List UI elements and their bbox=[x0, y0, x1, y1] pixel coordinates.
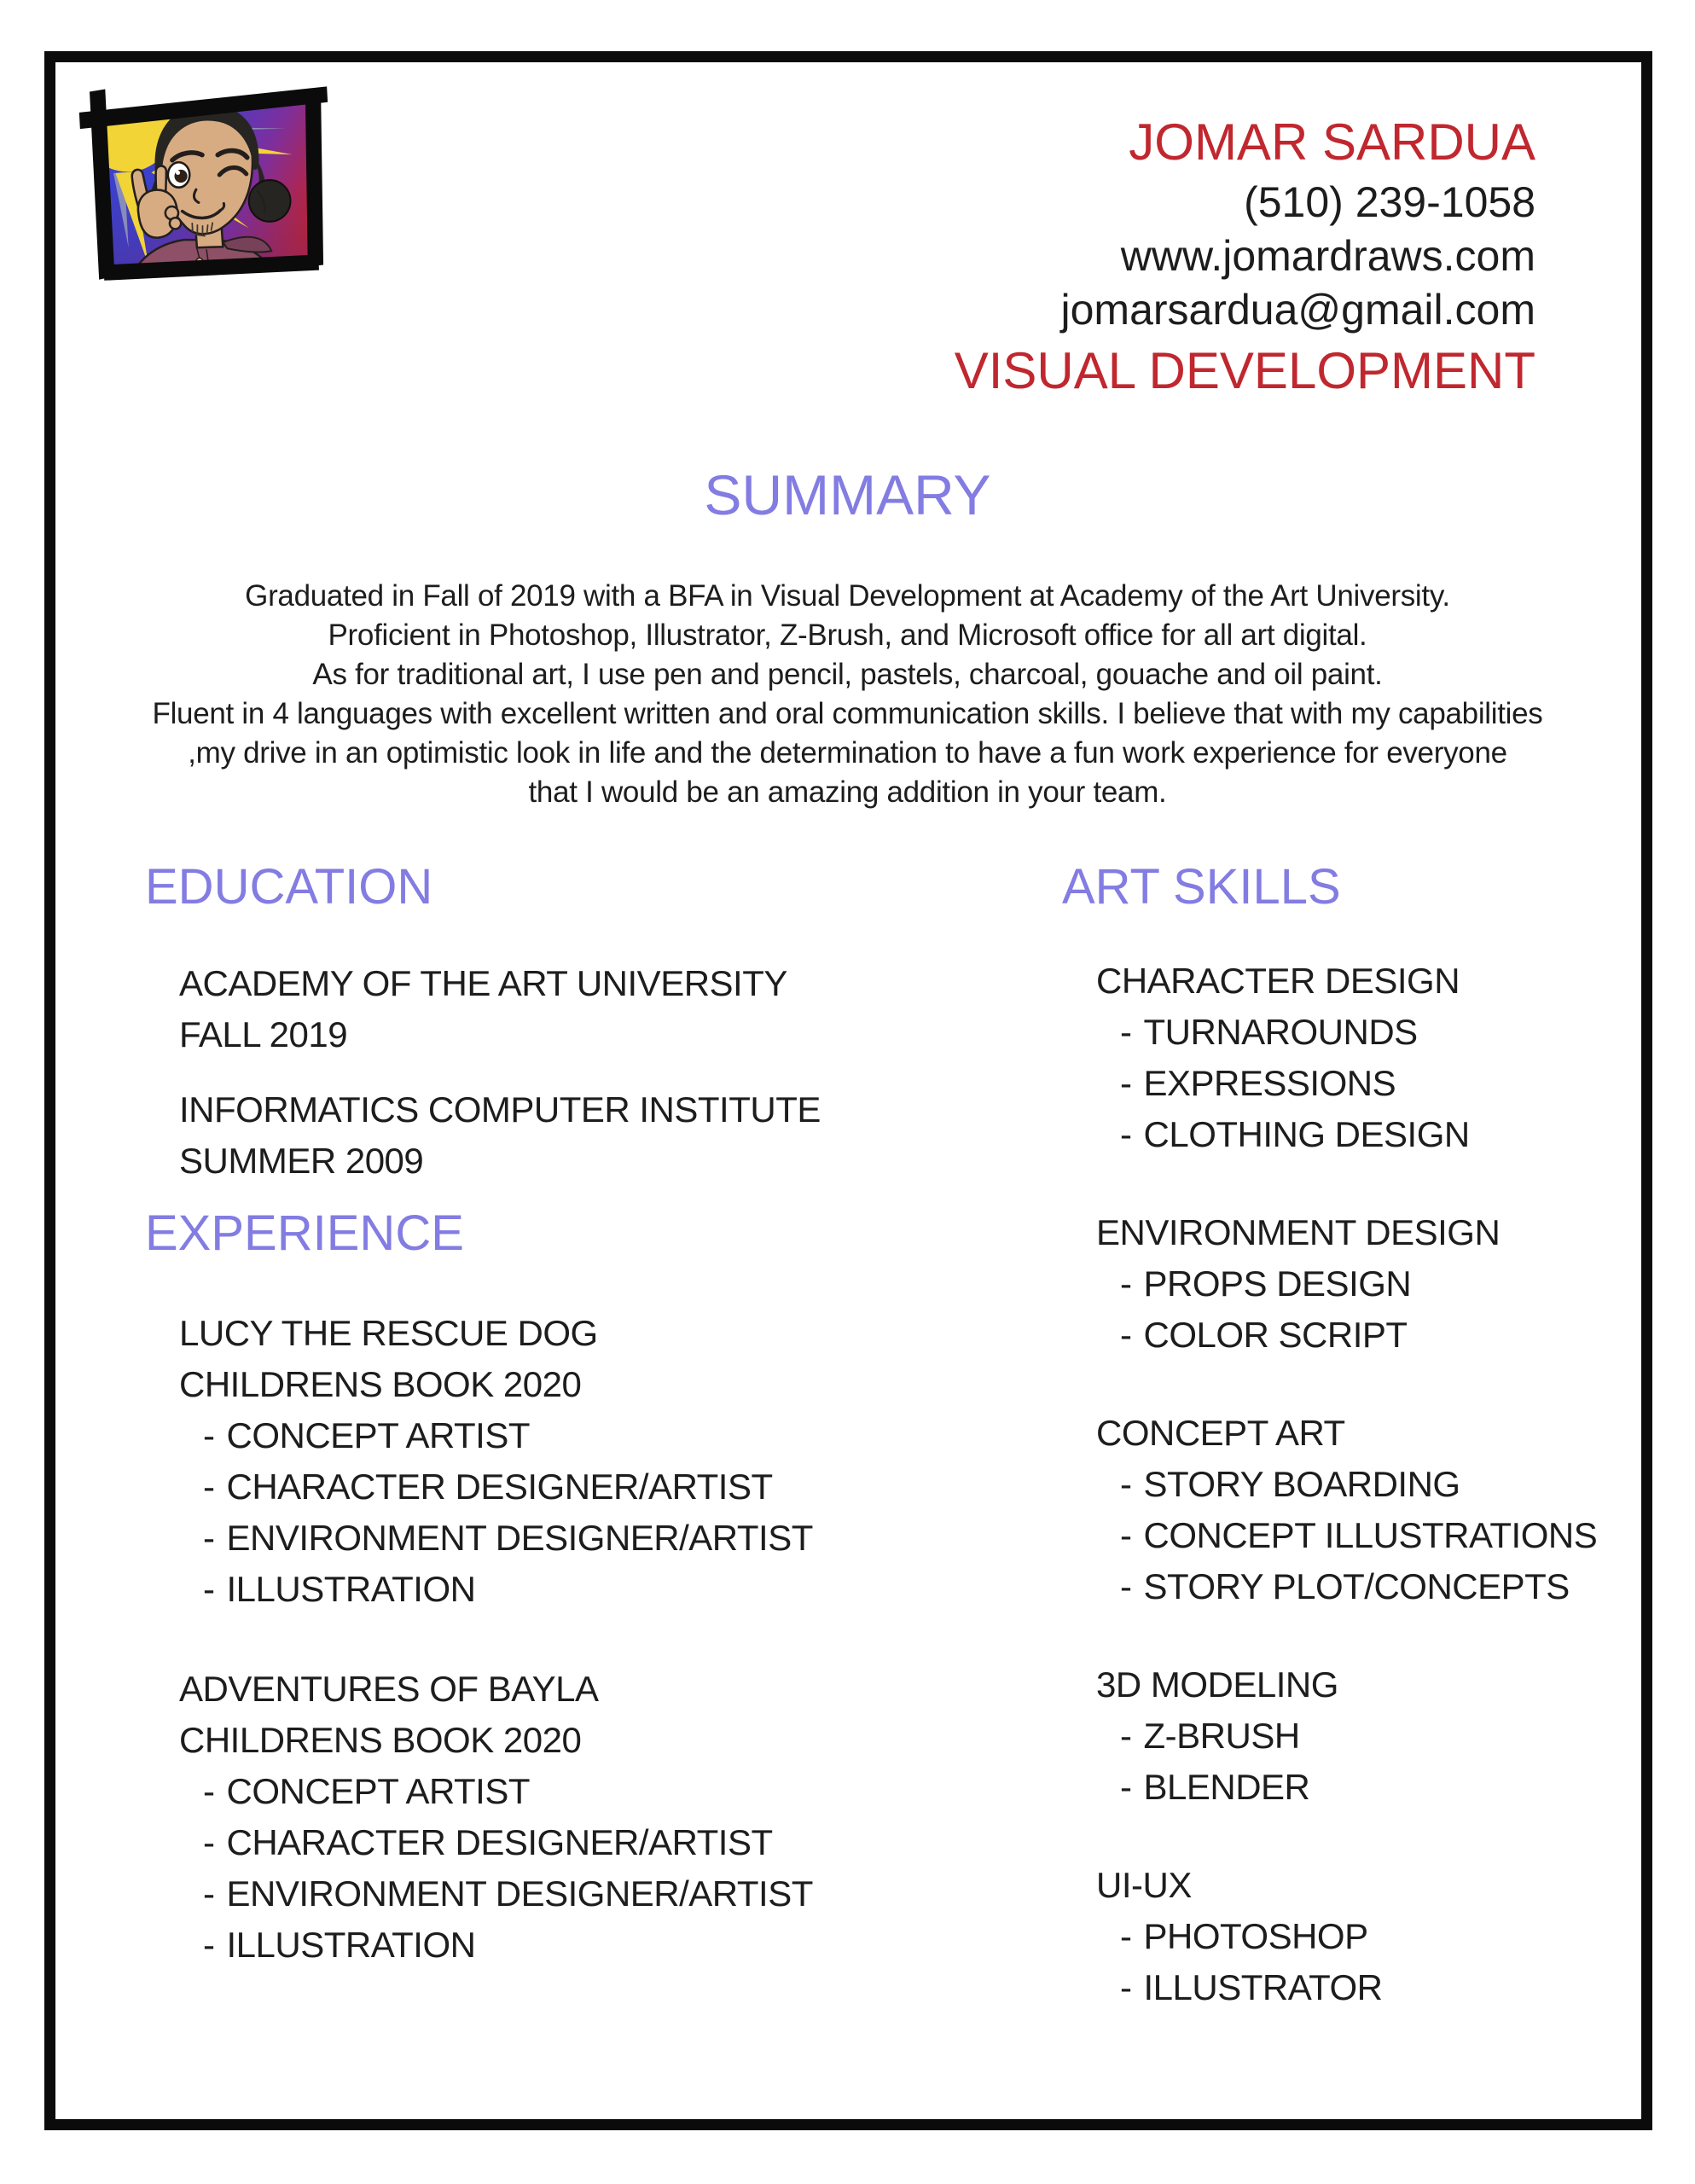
avatar-illustration bbox=[67, 61, 341, 292]
education-date: SUMMER 2009 bbox=[179, 1141, 424, 1181]
skill-group bbox=[1062, 1207, 1651, 1361]
skill-group bbox=[1062, 956, 1651, 1160]
skill-label: Z-BRUSH bbox=[1143, 1716, 1300, 1756]
bullet-dash: - bbox=[1120, 1263, 1132, 1304]
role-label: ENVIRONMENT DESIGNER/ARTIST bbox=[226, 1873, 813, 1914]
summary-paragraph bbox=[0, 577, 1695, 812]
skill-group-name: 3D MODELING bbox=[1096, 1664, 1338, 1705]
bullet-dash: - bbox=[1120, 1515, 1132, 1555]
summary-line: Fluent in 4 languages with excellent written and oral communication skills. I believe that with my capabilities bbox=[152, 697, 1543, 730]
school-name: ACADEMY OF THE ART UNIVERSITY bbox=[179, 963, 787, 1003]
header-contact-block bbox=[955, 109, 1535, 402]
skill-label: TURNAROUNDS bbox=[1143, 1012, 1418, 1052]
skill-item bbox=[1120, 1762, 1651, 1813]
role-label: ILLUSTRATION bbox=[226, 1569, 476, 1609]
skill-item bbox=[1120, 1258, 1651, 1310]
skill-label: COLOR SCRIPT bbox=[1143, 1315, 1408, 1355]
role-label: CONCEPT ARTIST bbox=[226, 1415, 531, 1455]
skill-group-name: CONCEPT ART bbox=[1096, 1413, 1345, 1453]
skill-label: CLOTHING DESIGN bbox=[1143, 1114, 1470, 1154]
profession-title: VISUAL DEVELOPMENT bbox=[954, 342, 1535, 399]
bullet-dash: - bbox=[1120, 1767, 1132, 1807]
bullet-dash: - bbox=[203, 1925, 215, 1965]
summary-line: Graduated in Fall of 2019 with a BFA in Visual Development at Academy of the Art University. bbox=[245, 579, 1450, 613]
skill-label: BLENDER bbox=[1143, 1767, 1310, 1807]
skill-item bbox=[1120, 1911, 1651, 1962]
website-link[interactable]: www.jomardraws.com bbox=[1120, 232, 1535, 280]
bullet-dash: - bbox=[203, 1873, 215, 1914]
skill-group-name: CHARACTER DESIGN bbox=[1096, 961, 1460, 1001]
experience-entry bbox=[145, 1308, 998, 1615]
hair-bun bbox=[249, 180, 291, 222]
skill-item bbox=[1120, 1561, 1651, 1612]
experience-title: LUCY THE RESCUE DOG bbox=[179, 1313, 598, 1353]
education-date: FALL 2019 bbox=[179, 1014, 348, 1054]
skill-item bbox=[1120, 1711, 1651, 1762]
school-name: INFORMATICS COMPUTER INSTITUTE bbox=[179, 1089, 821, 1130]
folded-finger-2 bbox=[170, 218, 181, 229]
skill-group-name: ENVIRONMENT DESIGN bbox=[1096, 1212, 1501, 1252]
bullet-dash: - bbox=[1120, 1464, 1132, 1504]
open-eye bbox=[168, 162, 189, 187]
skill-label: STORY PLOT/CONCEPTS bbox=[1143, 1566, 1570, 1606]
skill-label: STORY BOARDING bbox=[1143, 1464, 1460, 1504]
skill-group bbox=[1062, 1860, 1651, 2013]
role-item bbox=[203, 1410, 998, 1461]
summary-line: Proficient in Photoshop, Illustrator, Z-Brush, and Microsoft office for all art digital. bbox=[328, 619, 1367, 652]
role-label: CHARACTER DESIGNER/ARTIST bbox=[226, 1822, 773, 1862]
skill-label: PROPS DESIGN bbox=[1143, 1263, 1412, 1304]
skill-item bbox=[1120, 1007, 1651, 1058]
bullet-dash: - bbox=[203, 1415, 215, 1455]
phone-number: (510) 239-1058 bbox=[1244, 178, 1535, 226]
experience-subtitle: CHILDRENS BOOK 2020 bbox=[179, 1720, 582, 1760]
bullet-dash: - bbox=[1120, 1916, 1132, 1956]
bullet-dash: - bbox=[1120, 1566, 1132, 1606]
bullet-dash: - bbox=[1120, 1012, 1132, 1052]
role-item bbox=[203, 1564, 998, 1615]
role-item bbox=[203, 1817, 998, 1868]
education-entry bbox=[145, 958, 998, 1060]
bullet-dash: - bbox=[1120, 1315, 1132, 1355]
summary-line: ,my drive in an optimistic look in life and the determination to have a fun work experience for everyone bbox=[188, 736, 1507, 770]
role-item bbox=[203, 1513, 998, 1564]
education-entry bbox=[145, 1084, 998, 1187]
education-section bbox=[145, 958, 998, 1187]
summary-line: As for traditional art, I use pen and pencil, pastels, charcoal, gouache and oil paint. bbox=[312, 658, 1383, 691]
skill-item bbox=[1120, 1310, 1651, 1361]
role-item bbox=[203, 1868, 998, 1920]
summary-heading: SUMMARY bbox=[704, 463, 991, 526]
skill-item bbox=[1120, 1459, 1651, 1510]
bullet-dash: - bbox=[203, 1467, 215, 1507]
role-label: CHARACTER DESIGNER/ARTIST bbox=[226, 1467, 773, 1507]
bullet-dash: - bbox=[1120, 1967, 1132, 2007]
bullet-dash: - bbox=[1120, 1063, 1132, 1103]
bullet-dash: - bbox=[203, 1822, 215, 1862]
skill-item bbox=[1120, 1510, 1651, 1561]
right-column bbox=[1062, 857, 1651, 2013]
bullet-dash: - bbox=[1120, 1716, 1132, 1756]
education-heading: EDUCATION bbox=[145, 859, 433, 915]
skill-label: CONCEPT ILLUSTRATIONS bbox=[1143, 1515, 1598, 1555]
bullet-dash: - bbox=[203, 1518, 215, 1558]
experience-entry bbox=[145, 1664, 998, 1971]
role-label: CONCEPT ARTIST bbox=[226, 1771, 531, 1811]
experience-subtitle: CHILDRENS BOOK 2020 bbox=[179, 1364, 582, 1404]
role-item bbox=[203, 1461, 998, 1513]
role-label: ILLUSTRATION bbox=[226, 1925, 476, 1965]
skill-label: ILLUSTRATOR bbox=[1143, 1967, 1383, 2007]
experience-heading: EXPERIENCE bbox=[145, 1205, 464, 1261]
art-skills-heading: ART SKILLS bbox=[1062, 859, 1341, 915]
bullet-dash: - bbox=[203, 1569, 215, 1609]
role-item bbox=[203, 1920, 998, 1971]
skill-label: PHOTOSHOP bbox=[1143, 1916, 1368, 1956]
skill-item bbox=[1120, 1058, 1651, 1109]
bullet-dash: - bbox=[1120, 1114, 1132, 1154]
experience-section bbox=[145, 1308, 998, 1971]
role-label: ENVIRONMENT DESIGNER/ARTIST bbox=[226, 1518, 813, 1558]
left-column bbox=[145, 857, 998, 1971]
skill-item bbox=[1120, 1962, 1651, 2013]
experience-title: ADVENTURES OF BAYLA bbox=[179, 1669, 599, 1709]
email-link[interactable]: jomarsardua@gmail.com bbox=[1060, 286, 1535, 334]
skill-item bbox=[1120, 1109, 1651, 1160]
role-item bbox=[203, 1766, 998, 1817]
skill-group bbox=[1062, 1659, 1651, 1813]
skill-label: EXPRESSIONS bbox=[1143, 1063, 1396, 1103]
art-skills-section bbox=[1062, 956, 1651, 2013]
person-name: JOMAR SARDUA bbox=[1129, 113, 1535, 171]
bullet-dash: - bbox=[203, 1771, 215, 1811]
skill-group-name: UI-UX bbox=[1096, 1865, 1192, 1905]
skill-group bbox=[1062, 1408, 1651, 1612]
summary-line: that I would be an amazing addition in your team. bbox=[528, 775, 1167, 809]
